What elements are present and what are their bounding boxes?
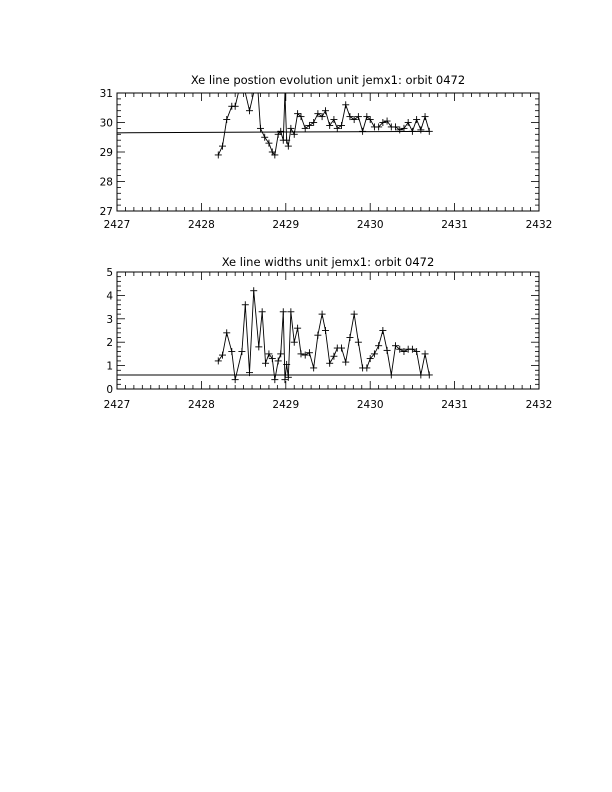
data-point-marker: [417, 126, 424, 133]
reference-line: [117, 131, 429, 132]
data-point-marker: [281, 90, 288, 97]
data-point-marker: [351, 116, 358, 123]
data-point-marker: [330, 116, 337, 123]
data-point-marker: [379, 327, 386, 334]
data-point-marker: [277, 350, 284, 357]
data-point-marker: [319, 311, 326, 318]
x-tick-label: 2432: [525, 219, 553, 231]
data-point-marker: [215, 357, 222, 364]
data-point-marker: [338, 122, 345, 129]
data-point-marker: [326, 360, 333, 367]
x-tick-label: 2429: [272, 399, 300, 411]
data-point-marker: [338, 345, 345, 352]
y-tick-label: 1: [106, 360, 113, 373]
data-point-marker: [262, 360, 269, 367]
data-point-marker: [375, 342, 382, 349]
data-point-marker: [238, 348, 245, 355]
data-point-marker: [342, 359, 349, 366]
data-point-marker: [322, 327, 329, 334]
data-point-marker: [409, 128, 416, 135]
data-point-marker: [280, 308, 287, 315]
data-point-marker: [334, 125, 341, 132]
data-point-marker: [384, 347, 391, 354]
y-tick-label: 30: [99, 117, 113, 130]
data-point-marker: [232, 103, 239, 110]
data-point-marker: [363, 364, 370, 371]
x-tick-label: 2432: [525, 399, 553, 411]
data-point-marker: [351, 311, 358, 318]
data-point-marker: [219, 143, 226, 150]
data-point-marker: [228, 348, 235, 355]
data-point-marker: [291, 339, 298, 346]
data-point-marker: [355, 339, 362, 346]
data-point-marker: [242, 301, 249, 308]
data-point-marker: [223, 329, 230, 336]
data-point-marker: [342, 101, 349, 108]
x-tick-label: 2431: [441, 219, 468, 231]
data-point-marker: [422, 113, 429, 120]
data-point-marker: [413, 116, 420, 123]
data-point-marker: [346, 113, 353, 120]
y-tick-label: 29: [99, 147, 113, 159]
data-area: [117, 75, 433, 159]
data-point-marker: [287, 125, 294, 132]
y-tick-label: 3: [106, 313, 113, 326]
chart-title: Xe line postion evolution unit jemx1: orbit 0472: [190, 73, 466, 87]
data-point-marker: [346, 334, 353, 341]
position-chart: [100, 73, 553, 231]
data-point-marker: [322, 107, 329, 114]
data-point-marker: [359, 128, 366, 135]
x-tick-label: 2431: [441, 399, 468, 411]
series-line: [218, 291, 429, 380]
data-point-marker: [330, 353, 337, 360]
data-area: [117, 287, 433, 383]
y-tick-label: 0: [106, 384, 113, 396]
data-point-marker: [422, 350, 429, 357]
data-point-marker: [271, 376, 278, 383]
data-point-marker: [259, 308, 266, 315]
y-tick-label: 5: [106, 267, 113, 279]
widths-chart: [104, 255, 553, 411]
data-point-marker: [426, 371, 433, 378]
data-point-marker: [232, 376, 239, 383]
y-tick-label: 2: [106, 337, 113, 350]
data-point-marker: [250, 287, 257, 294]
data-point-marker: [287, 308, 294, 315]
y-tick-label: 27: [99, 206, 113, 218]
data-point-marker: [246, 107, 253, 114]
data-point-marker: [417, 371, 424, 378]
data-point-marker: [297, 350, 304, 357]
x-tick-label: 2427: [103, 399, 131, 411]
data-point-marker: [255, 343, 262, 350]
data-point-marker: [310, 119, 317, 126]
x-tick-label: 2428: [188, 399, 215, 411]
y-tick-label: 31: [99, 88, 113, 100]
chart-title: Xe line widths unit jemx1: orbit 0472: [221, 255, 435, 269]
y-tick-label: 28: [99, 176, 113, 189]
data-point-marker: [388, 371, 395, 378]
x-tick-label: 2430: [356, 219, 384, 231]
data-point-marker: [285, 143, 292, 150]
data-point-marker: [396, 126, 403, 133]
data-point-marker: [215, 151, 222, 158]
data-point-marker: [405, 119, 412, 126]
x-tick-label: 2428: [188, 219, 215, 231]
data-point-marker: [392, 123, 399, 130]
data-point-marker: [219, 352, 226, 359]
data-point-marker: [314, 332, 321, 339]
x-tick-label: 2427: [103, 219, 131, 231]
data-point-marker: [319, 113, 326, 120]
data-point-marker: [400, 125, 407, 132]
data-point-marker: [265, 350, 272, 357]
x-tick-label: 2430: [356, 399, 384, 411]
data-point-marker: [265, 140, 272, 147]
data-point-marker: [326, 122, 333, 129]
data-point-marker: [306, 122, 313, 129]
y-tick-label: 4: [106, 290, 113, 303]
data-point-marker: [384, 118, 391, 125]
data-point-marker: [223, 116, 230, 123]
data-point-marker: [261, 134, 268, 141]
data-point-marker: [314, 110, 321, 117]
data-point-marker: [294, 325, 301, 332]
data-point-marker: [257, 125, 264, 132]
data-point-marker: [426, 128, 433, 135]
data-point-marker: [310, 364, 317, 371]
data-point-marker: [355, 113, 362, 120]
data-point-marker: [302, 125, 309, 132]
x-tick-label: 2429: [272, 219, 300, 231]
